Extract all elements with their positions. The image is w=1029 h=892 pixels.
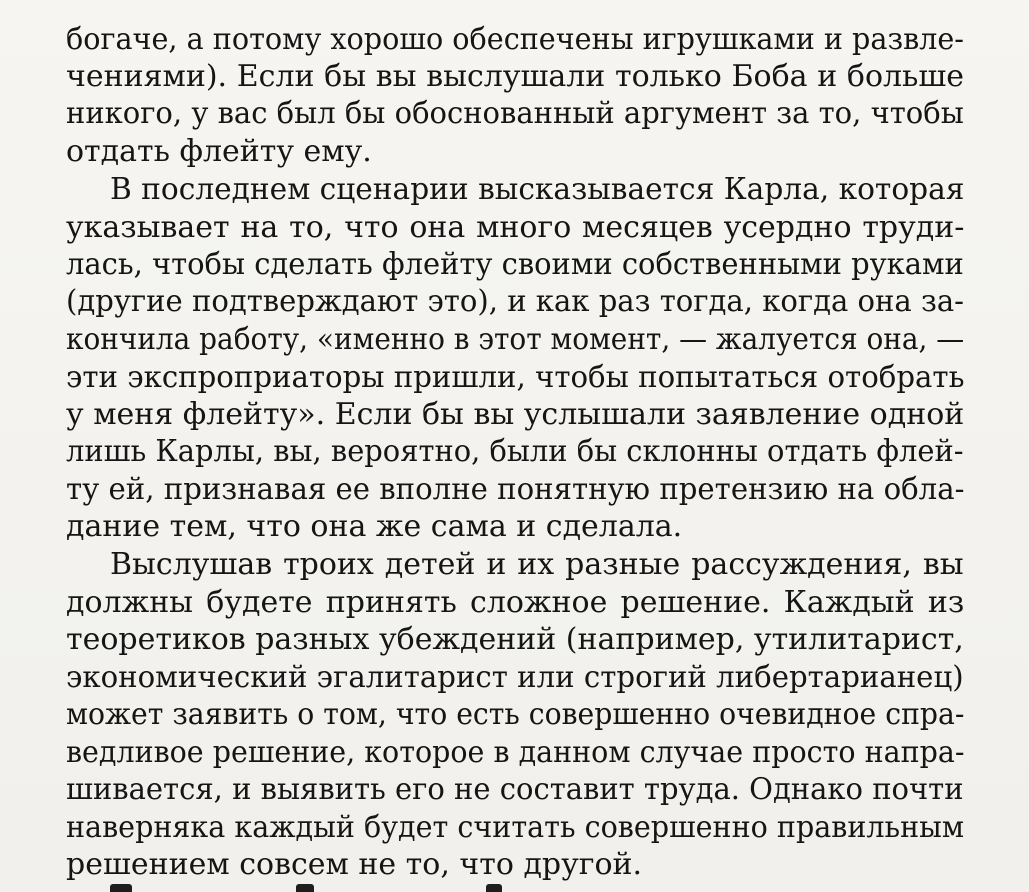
text-line: (другие подтверждают это), и как раз тогда, когда она за-: [66, 284, 964, 319]
text-line: должны будете принять сложное решение. Каждый из: [66, 585, 965, 620]
cut-off-next-line: [66, 878, 966, 892]
text-line: может заявить о том, что есть совершенно очевидное спра-: [66, 697, 965, 732]
text-line: богаче, а потому хорошо обеспечены игрушками и развле-: [66, 22, 964, 57]
text-line: экономический эгалитарист или строгий либертарианец): [66, 660, 964, 695]
text-line: В последнем сценарии высказывается Карла, которая: [110, 172, 965, 207]
text-line: отдать флейту ему.: [66, 134, 372, 169]
text-line: шивается, и выявить его не составит труда. Однако почти: [66, 772, 964, 807]
text-line: ведливое решение, которое в данном случае просто напра-: [66, 735, 965, 770]
text-line: теоретиков разных убеждений (например, утилитарист,: [66, 622, 964, 657]
glyph-fragment: [296, 884, 314, 892]
text-line: ту ей, признавая ее вполне понятную претензию на обла-: [66, 472, 965, 507]
text-line: лишь Карлы, вы, вероятно, были бы склонны отдать флей-: [66, 434, 964, 469]
glyph-fragment: [486, 884, 502, 892]
text-line: указывает на то, что она много месяцев усердно труди-: [66, 210, 965, 245]
text-line: никого, у вас был бы обоснованный аргумент за то, чтобы: [66, 96, 964, 131]
text-line: наверняка каждый будет считать совершенно правильным: [66, 810, 965, 845]
text-line: Выслушав троих детей и их разные рассуждения, вы: [110, 547, 964, 582]
text-line: кончила работу, «именно в этот момент, — жалуется она, —: [66, 322, 965, 357]
text-line: дание тем, что она же сама и сделала.: [66, 509, 683, 544]
text-line: решением совсем не то, что другой.: [66, 847, 643, 882]
text-line: лась, чтобы сделать флейту своими собственными руками: [66, 247, 964, 282]
text-line: эти экспроприаторы пришли, чтобы попытаться отобрать: [66, 360, 965, 395]
text-line: у меня флейту». Если бы вы услышали заявление одной: [66, 397, 965, 432]
glyph-fragment: [110, 884, 132, 892]
text-line: чениями). Если бы вы выслушали только Боба и больше: [66, 59, 965, 94]
